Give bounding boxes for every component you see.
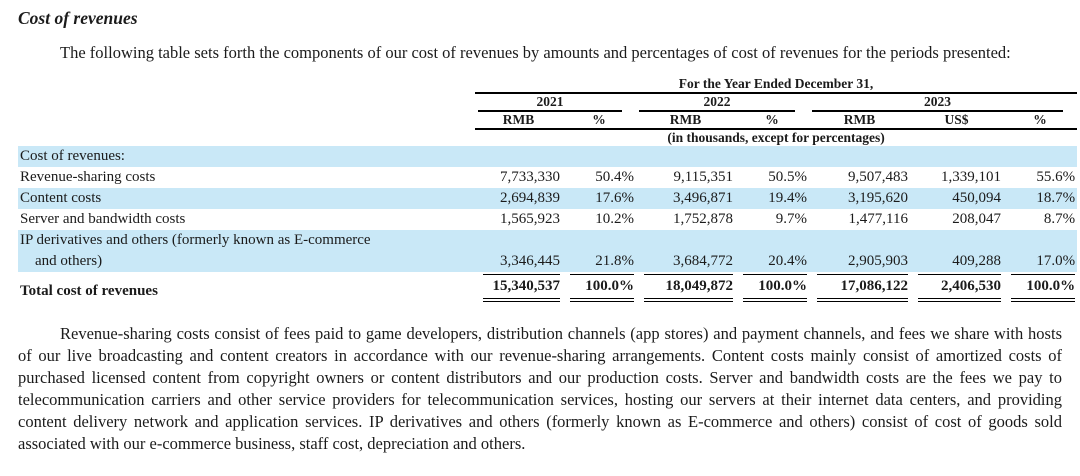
total-value-cell: 18,049,872: [636, 272, 735, 305]
value-cell: 3,496,871: [673, 190, 733, 206]
period-header-row: [18, 76, 1077, 93]
table-row-server-bandwidth: [18, 209, 1077, 230]
value-cell: 1,565,923: [500, 211, 560, 227]
value-cell: 20.4%: [768, 253, 807, 269]
value-cell: 17.0%: [1036, 253, 1076, 269]
value-cell: 55.6%: [1036, 169, 1076, 185]
table-row-content-costs: [18, 188, 1077, 209]
col-header-2022-rmb: RMB: [636, 112, 735, 129]
total-value-cell: 15,340,537: [475, 272, 562, 305]
total-row: [18, 272, 1077, 305]
value-cell: 2,694,839: [500, 190, 560, 206]
row-label: Content costs: [20, 190, 102, 206]
section-row: [18, 146, 1077, 167]
value-cell: 1,752,878: [673, 211, 733, 227]
years-row: [18, 93, 1077, 112]
value-cell: 2,905,903: [848, 253, 908, 269]
value-cell: 409,288: [952, 253, 1001, 269]
value-cell: 1,477,116: [848, 211, 908, 227]
value-cell: 10.2%: [595, 211, 634, 227]
total-value-cell: 100.0%: [1003, 272, 1077, 305]
period-header: For the Year Ended December 31,: [475, 76, 1077, 93]
value-cell: 19.4%: [768, 190, 807, 206]
intro-paragraph: The following table sets forth the components of our cost of revenues by amounts and percentages of cost of revenues for the periods presented:: [60, 43, 1011, 62]
value-cell: 3,195,620: [848, 190, 908, 206]
value-cell: 18.7%: [1036, 190, 1076, 206]
total-value-cell: 17,086,122: [809, 272, 910, 305]
value-cell: 9.7%: [775, 211, 807, 227]
section-row-label: Cost of revenues:: [20, 148, 125, 164]
spacer-cell: [18, 129, 475, 146]
value-cell: 9,507,483: [848, 169, 908, 185]
section-title: Cost of revenues: [18, 8, 138, 28]
cost-of-revenues-table: [18, 76, 1077, 305]
footer-paragraph: Revenue-sharing costs consist of fees paid to game developers, distribution channels (app stores) and payment channels, and fees we share with hosts of our live broadcasting and content creators in accordance with our revenue-sharing arrangements. Content costs mainly consist of amortized costs of purchased licensed content from copyright owners or content distributors and our production costs. Server and bandwidth costs are the fees we pay to telecommunication carriers and other service providers for telecommunication services, hosting our servers at their internet data centers, and providing content delivery network and application services. IP derivatives and others (formerly known as E-commerce and others) consist of cost of goods sold associated with our e-commerce business, staff cost, depreciation and others.: [18, 324, 1062, 453]
value-cell: 8.7%: [1043, 211, 1076, 227]
value-cell: 50.4%: [595, 169, 634, 185]
value-cell: 21.8%: [595, 253, 634, 269]
year-2021-header: 2021: [475, 93, 636, 112]
unit-note: (in thousands, except for percentages): [667, 130, 885, 145]
value-cell: 7,733,330: [500, 169, 560, 185]
col-header-2023-rmb: RMB: [809, 112, 910, 129]
currency-header-row: [18, 112, 1077, 129]
col-header-2023-usd: US$: [910, 112, 1003, 129]
value-cell: 1,339,101: [941, 169, 1001, 185]
table-row-revenue-sharing: [18, 167, 1077, 188]
year-2023-header: 2023: [809, 93, 1077, 112]
spacer-cell: [18, 112, 475, 129]
value-cell: 50.5%: [768, 169, 807, 185]
value-cell: 3,684,772: [673, 253, 733, 269]
table-row-ip-derivatives: [18, 230, 1077, 272]
value-cell: 9,115,351: [673, 169, 733, 185]
spacer-cell: [18, 93, 475, 112]
value-cell: 450,094: [952, 190, 1001, 206]
row-label: IP derivatives and others (formerly known as E-commerce and others): [20, 232, 371, 269]
col-header-2021-rmb: RMB: [475, 112, 562, 129]
total-value-cell: 2,406,530: [910, 272, 1003, 305]
value-cell: 3,346,445: [500, 253, 560, 269]
col-header-2023-pct: %: [1003, 112, 1077, 129]
col-header-2021-pct: %: [562, 112, 636, 129]
row-label: Server and bandwidth costs: [20, 211, 186, 227]
total-value-cell: 100.0%: [562, 272, 636, 305]
col-header-2022-pct: %: [735, 112, 809, 129]
total-row-label: Total cost of revenues: [20, 283, 158, 299]
value-cell: 208,047: [952, 211, 1001, 227]
total-value-cell: 100.0%: [735, 272, 809, 305]
unit-note-row: [18, 129, 1077, 146]
value-cell: 17.6%: [595, 190, 634, 206]
year-2022-header: 2022: [636, 93, 809, 112]
row-label: Revenue-sharing costs: [20, 169, 156, 185]
spacer-cell: [18, 76, 475, 93]
